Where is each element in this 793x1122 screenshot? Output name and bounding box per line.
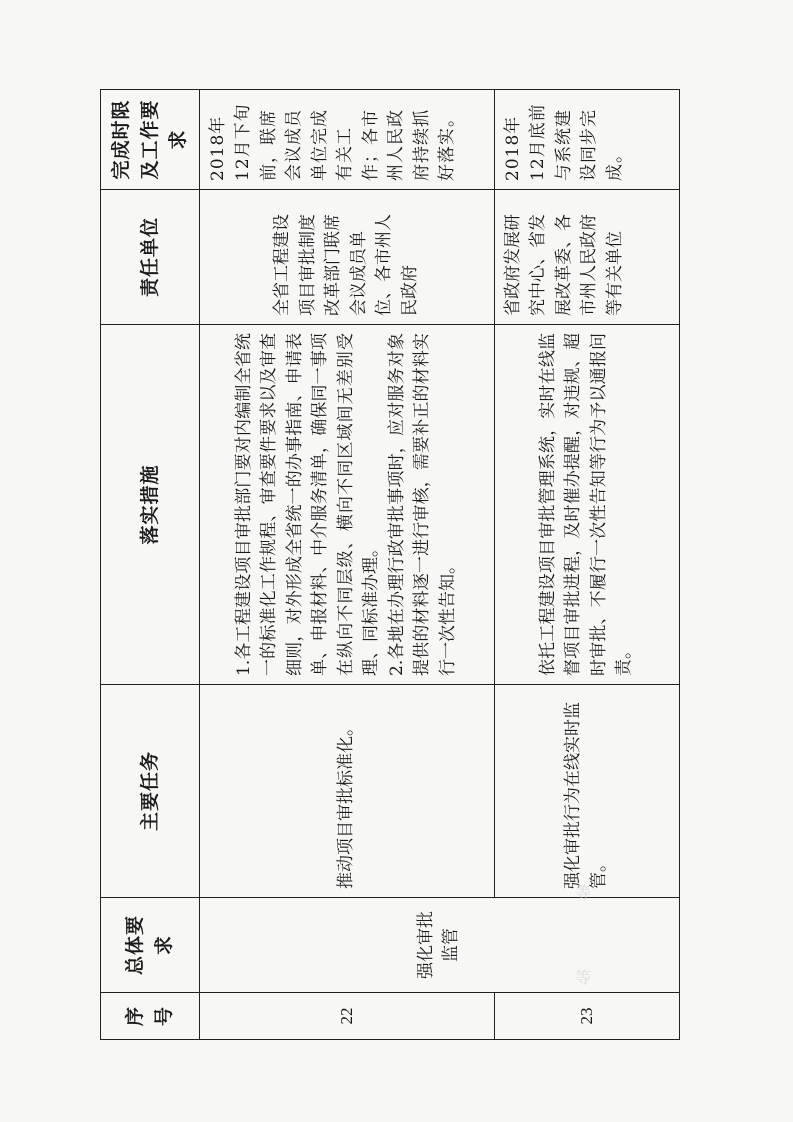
row-deadline: 2018年12月底前与系统建设同步完成。 — [494, 90, 679, 190]
row-task: 强化审批行为在线实时监管。 — [494, 685, 679, 898]
bleed-through-text: 等 — [575, 883, 592, 902]
header-requirement: 总体要求 — [101, 898, 200, 993]
row-unit: 全省工程建设项目审批制度改革部门联席会议成员单位、各市州人民政府 — [199, 190, 494, 325]
row-num: 22 — [199, 993, 494, 1040]
bleed-through-text: 等 — [575, 968, 592, 987]
row-requirement: 强化审批监管 — [199, 898, 679, 993]
header-row — [101, 90, 200, 1040]
row-unit: 省政府发展研究中心、省发展改革委、各市州人民政府等有关单位 — [494, 190, 679, 325]
header-measures: 落实措施 — [101, 325, 200, 685]
row-task: 推动项目审批标准化。 — [199, 685, 494, 898]
row-measures: 1.各工程建设项目审批部门要对内编制全省统一的标准化工作规程、审查要件要求以及审查细则，对外形成全省统一的办事指南、申请表单、申报材料、中介服务清单，确保同一事项在纵向不同层级、横向不同区域间无差别受理、同标准办理。 2.各地在办理行政审批事项时，应对服务对象提供的材料逐一进行审核，需要补正的材料实行一次性告知。 — [199, 325, 494, 685]
header-num: 序号 — [101, 993, 200, 1040]
header-unit: 责任单位 — [101, 190, 200, 325]
rotated-page — [100, 90, 648, 1040]
row-deadline: 2018年12月下旬前，联席会议成员单位完成有关工作；各市州人民政府持续抓好落实。 — [199, 90, 494, 190]
row-measures: 依托工程建设项目审批管理系统，实时在线监督项目审批进程，及时催办提醒，对违规、超时审批、不履行一次性告知等行为予以通报问责。 — [494, 325, 679, 685]
header-task: 主要任务 — [101, 685, 200, 898]
table-row — [199, 90, 494, 1040]
header-deadline: 完成时限及工作要求 — [101, 90, 200, 190]
task-table — [100, 89, 680, 1040]
row-num: 23 — [494, 993, 679, 1040]
